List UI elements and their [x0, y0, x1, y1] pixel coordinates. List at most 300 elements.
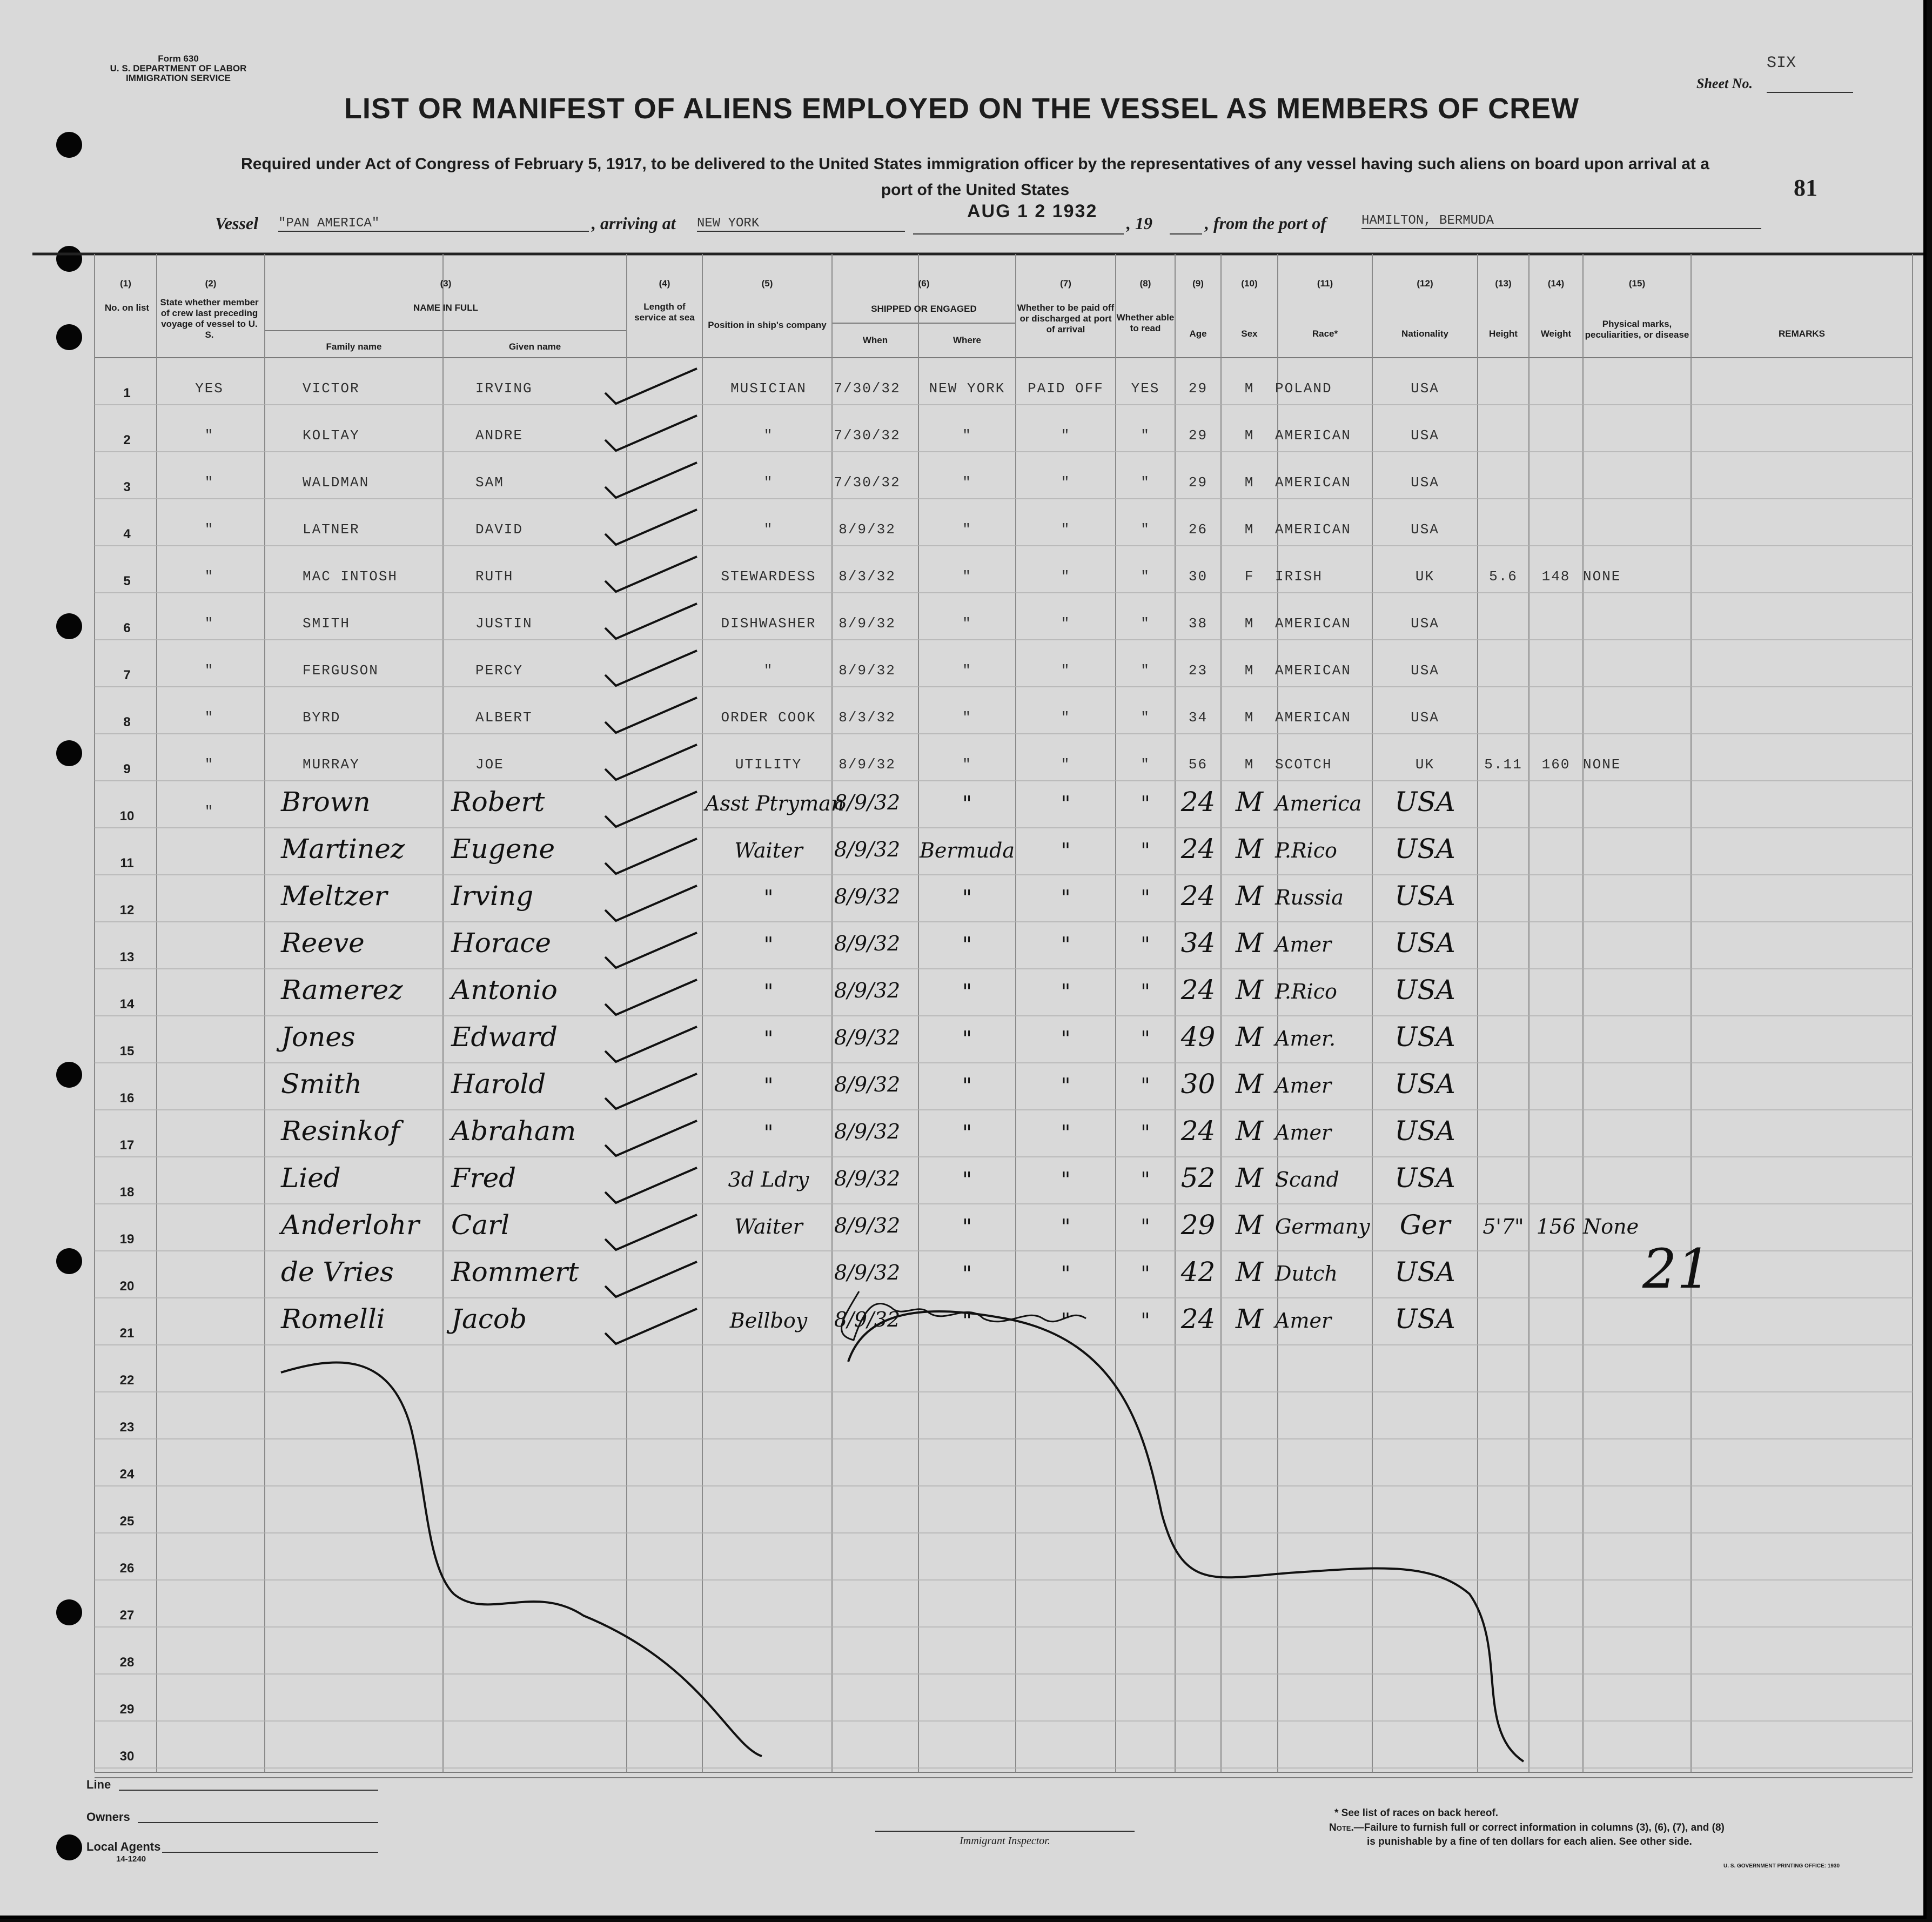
col-paid-off: Whether to be paid off or discharged at port of arrival	[1017, 303, 1115, 334]
given-name-cell: JOE	[475, 756, 504, 773]
race-cell: SCOTCH	[1275, 756, 1332, 773]
paid-off-cell: "	[1061, 756, 1071, 773]
race-cell: Amer	[1275, 933, 1332, 956]
nationality-cell: USA	[1411, 709, 1439, 726]
family-name-cell: Reeve	[281, 927, 365, 959]
paid-off-cell: "	[1061, 839, 1071, 862]
able-read-cell: "	[1141, 709, 1150, 726]
service-check-mark	[600, 363, 708, 412]
footer-owners-label: Owners	[86, 1810, 130, 1824]
race-cell: Amer	[1275, 1309, 1332, 1332]
col-when: When	[862, 335, 888, 345]
shipped-when-cell: 8/9/32	[834, 838, 901, 861]
footer-owners-underline	[138, 1822, 378, 1823]
printer-note: U. S. GOVERNMENT PRINTING OFFICE: 1930	[1723, 1863, 1840, 1869]
height-cell: 5'7"	[1482, 1215, 1524, 1238]
prev-voyage-cell: "	[204, 803, 214, 820]
shipped-where-cell: "	[962, 568, 972, 585]
given-name-cell: ANDRE	[475, 427, 524, 444]
col-position: Position in ship's company	[708, 320, 827, 330]
nationality-cell: UK	[1415, 756, 1435, 773]
row-number: 24	[119, 1467, 135, 1482]
shipped-where-cell: "	[962, 756, 972, 773]
sex-cell: M	[1244, 427, 1255, 444]
prev-voyage-cell: "	[204, 662, 214, 679]
age-cell: 34	[1188, 709, 1208, 726]
height-cell: 5.6	[1489, 568, 1518, 585]
shipped-when-cell: 8/9/32	[838, 662, 896, 679]
race-cell: Amer	[1275, 1074, 1332, 1097]
nationality-cell: USA	[1394, 974, 1455, 1006]
service-check-mark	[600, 1256, 708, 1305]
from-port-label: , from the port of	[1205, 213, 1326, 233]
family-name-cell: Resinkof	[281, 1115, 400, 1147]
column-number: (6)	[918, 278, 930, 289]
service-check-mark	[600, 974, 708, 1023]
given-name-cell: DAVID	[475, 521, 524, 538]
shipped-where-cell: "	[962, 886, 972, 909]
age-cell: 42	[1180, 1256, 1216, 1288]
row-number: 25	[119, 1514, 135, 1529]
able-read-cell: YES	[1131, 380, 1160, 397]
race-cell: Scand	[1275, 1168, 1339, 1191]
shipped-where-cell: "	[962, 792, 972, 815]
service-check-mark	[600, 833, 708, 882]
given-name-cell: Fred	[451, 1162, 516, 1194]
prev-voyage-cell: "	[204, 756, 214, 773]
shipped-where-cell: "	[962, 1215, 972, 1238]
race-cell: Russia	[1275, 886, 1344, 909]
sex-cell: F	[1244, 568, 1255, 585]
shipped-where-cell: "	[962, 1027, 972, 1050]
sex-cell: M	[1235, 786, 1264, 818]
row-number: 2	[123, 433, 131, 447]
position-cell: "	[763, 933, 774, 956]
col-family-name: Family name	[326, 341, 382, 352]
nationality-cell: UK	[1415, 568, 1435, 585]
shipped-when-cell: 8/9/32	[834, 885, 901, 908]
row-number: 19	[119, 1232, 135, 1247]
col-age: Age	[1189, 329, 1207, 339]
family-name-cell: LATNER	[303, 521, 360, 538]
row-number: 22	[119, 1373, 135, 1388]
family-name-cell: Martinez	[281, 833, 405, 865]
age-cell: 30	[1180, 1068, 1216, 1100]
given-name-cell: JUSTIN	[475, 615, 533, 632]
position-cell: Waiter	[734, 1215, 803, 1238]
given-name-cell: Antonio	[451, 974, 558, 1006]
page-number: 81	[1794, 175, 1817, 201]
col-nationality: Nationality	[1401, 329, 1448, 339]
shipped-where-cell: "	[962, 1262, 972, 1285]
row-number: 6	[123, 621, 131, 635]
col-shipped: SHIPPED OR ENGAGED	[871, 304, 977, 314]
service-check-mark	[600, 786, 708, 835]
sex-cell: M	[1244, 615, 1255, 632]
nationality-cell: USA	[1394, 1021, 1455, 1053]
prev-voyage-cell: "	[204, 709, 214, 726]
able-read-cell: "	[1141, 474, 1150, 491]
paid-off-cell: "	[1061, 1121, 1071, 1144]
row-number: 10	[119, 809, 135, 823]
given-name-cell: Irving	[451, 880, 534, 912]
given-name-cell: Rommert	[451, 1256, 579, 1288]
sex-cell: M	[1235, 1162, 1264, 1194]
age-cell: 34	[1180, 927, 1216, 959]
row-number: 12	[119, 903, 135, 918]
able-read-cell: "	[1141, 1262, 1150, 1285]
given-name-cell: Robert	[451, 786, 545, 818]
weight-cell: 148	[1541, 568, 1571, 585]
prev-voyage-cell: "	[204, 521, 214, 538]
total-count-note: 21	[1642, 1237, 1712, 1301]
shipped-when-cell: 8/3/32	[838, 568, 896, 585]
col-given-name: Given name	[508, 341, 561, 352]
given-name-cell: SAM	[475, 474, 504, 491]
physical-marks-cell: NONE	[1583, 568, 1621, 585]
age-cell: 24	[1180, 786, 1216, 818]
shipped-where-cell: Bermuda	[919, 839, 1015, 862]
row-number: 21	[119, 1326, 135, 1341]
age-cell: 24	[1180, 974, 1216, 1006]
shipped-when-cell: 8/9/32	[834, 1308, 901, 1331]
footer-line-underline	[119, 1790, 378, 1791]
position-cell: "	[763, 1027, 774, 1050]
age-cell: 24	[1180, 1115, 1216, 1147]
paid-off-cell: "	[1061, 1309, 1071, 1332]
sex-cell: M	[1235, 1209, 1264, 1241]
weight-cell: 156	[1536, 1215, 1576, 1238]
col-where: Where	[953, 335, 981, 345]
service-check-mark	[600, 1068, 708, 1117]
shipped-where-cell: "	[962, 709, 972, 726]
race-cell: AMERICAN	[1275, 427, 1351, 444]
given-name-cell: IRVING	[475, 380, 533, 397]
position-cell: Bellboy	[729, 1309, 808, 1332]
able-read-cell: "	[1141, 1121, 1150, 1144]
service-check-mark	[600, 457, 708, 506]
sheet-number: SIX	[1767, 54, 1796, 72]
able-read-cell: "	[1141, 839, 1150, 862]
position-cell: STEWARDESS	[721, 568, 816, 585]
service-check-mark	[600, 1303, 708, 1352]
service-check-mark	[600, 645, 708, 694]
col-physical: Physical marks, peculiarities, or disease	[1585, 319, 1689, 340]
service-check-mark	[600, 410, 708, 459]
shipped-when-cell: 8/9/32	[838, 521, 896, 538]
able-read-cell: "	[1141, 662, 1150, 679]
sex-cell: M	[1235, 927, 1264, 959]
col-sex: Sex	[1241, 329, 1258, 339]
paid-off-cell: "	[1061, 568, 1071, 585]
row-number: 13	[119, 950, 135, 965]
age-cell: 29	[1188, 427, 1208, 444]
position-cell: ORDER COOK	[721, 709, 816, 726]
able-read-cell: "	[1141, 521, 1150, 538]
row-number: 20	[119, 1279, 135, 1294]
paid-off-cell: "	[1061, 709, 1071, 726]
footer-agents-label: Local Agents	[86, 1840, 161, 1853]
sex-cell: M	[1235, 1021, 1264, 1053]
column-number: (5)	[761, 278, 773, 289]
able-read-cell: "	[1141, 886, 1150, 909]
shipped-where-cell: "	[962, 615, 972, 632]
col-height: Height	[1489, 329, 1518, 339]
cancellation-line	[281, 1362, 762, 1756]
nationality-cell: USA	[1411, 380, 1439, 397]
given-name-cell: Carl	[451, 1209, 509, 1241]
paid-off-cell: "	[1061, 980, 1071, 1003]
position-cell: "	[763, 474, 774, 491]
family-name-cell: Romelli	[281, 1303, 385, 1335]
paid-off-cell: "	[1061, 1215, 1071, 1238]
row-number: 7	[123, 668, 131, 682]
shipped-when-cell: 7/30/32	[834, 380, 901, 397]
date-stamp: AUG 1 2 1932	[967, 201, 1098, 222]
able-read-cell: "	[1141, 1027, 1150, 1050]
arriving-port: NEW YORK	[697, 216, 905, 232]
service-check-mark	[600, 1115, 708, 1164]
prev-voyage-cell: "	[204, 568, 214, 585]
nationality-cell: USA	[1394, 927, 1455, 959]
nationality-cell: USA	[1411, 662, 1439, 679]
family-name-cell: MAC INTOSH	[303, 568, 398, 585]
nationality-cell: USA	[1394, 1303, 1455, 1335]
column-number: (3)	[440, 278, 452, 289]
nationality-cell: USA	[1411, 427, 1439, 444]
paid-off-cell: "	[1061, 1262, 1071, 1285]
shipped-when-cell: 8/9/32	[838, 615, 896, 632]
sheet-label: Sheet No.	[1696, 76, 1753, 91]
note-text-1: —Failure to furnish full or correct information in columns (3), (6), (7), and (8)	[1353, 1822, 1725, 1833]
service-check-mark	[600, 739, 708, 788]
form-number: Form 630	[158, 53, 199, 64]
from-port: HAMILTON, BERMUDA	[1361, 213, 1761, 229]
col-length-service: Length of service at sea	[634, 302, 695, 323]
race-cell: AMERICAN	[1275, 615, 1351, 632]
position-cell: "	[763, 980, 774, 1003]
given-name-cell: Horace	[451, 927, 552, 959]
position-cell: 3d Ldry	[728, 1168, 809, 1191]
paid-off-cell: "	[1061, 427, 1071, 444]
race-cell: AMERICAN	[1275, 521, 1351, 538]
note-text-2: is punishable by a fine of ten dollars for each alien. See other side.	[1367, 1836, 1692, 1847]
race-cell: Germany	[1275, 1215, 1370, 1238]
sex-cell: M	[1235, 833, 1264, 865]
shipped-when-cell: 8/9/32	[834, 1214, 901, 1237]
age-cell: 38	[1188, 615, 1208, 632]
paid-off-cell: "	[1061, 792, 1071, 815]
inspector-underline	[875, 1831, 1135, 1832]
cancellation-line	[848, 1311, 1524, 1762]
col-state-crew: State whether member of crew last preceding voyage of vessel to U. S.	[160, 297, 259, 340]
sex-cell: M	[1244, 709, 1255, 726]
able-read-cell: "	[1141, 933, 1150, 956]
age-cell: 23	[1188, 662, 1208, 679]
paid-off-cell: PAID OFF	[1028, 380, 1104, 397]
given-name-cell: Harold	[451, 1068, 546, 1100]
column-number: (13)	[1495, 278, 1512, 289]
paid-off-cell: "	[1061, 886, 1071, 909]
family-name-cell: MURRAY	[303, 756, 360, 773]
shipped-when-cell: 8/9/32	[834, 1073, 901, 1096]
prev-voyage-cell: "	[204, 474, 214, 491]
shipped-when-cell: 8/9/32	[834, 1120, 901, 1143]
row-number: 17	[119, 1138, 135, 1153]
shipped-where-cell: "	[962, 662, 972, 679]
position-cell: "	[763, 521, 774, 538]
age-cell: 29	[1188, 380, 1208, 397]
weight-cell: 160	[1541, 756, 1571, 773]
service-check-mark	[600, 551, 708, 600]
shipped-when-cell: 8/9/32	[834, 1261, 901, 1284]
col-no-on-list: No. on list	[104, 303, 150, 313]
family-name-cell: Anderlohr	[281, 1209, 420, 1241]
given-name-cell: RUTH	[475, 568, 514, 585]
sex-cell: M	[1235, 1303, 1264, 1335]
column-number: (4)	[659, 278, 670, 289]
shipped-where-cell: "	[962, 1074, 972, 1097]
shipped-where-cell: "	[962, 1168, 972, 1191]
column-number: (7)	[1060, 278, 1071, 289]
family-name-cell: Ramerez	[281, 974, 403, 1006]
able-read-cell: "	[1141, 615, 1150, 632]
service-check-mark	[600, 927, 708, 976]
column-number: (9)	[1192, 278, 1204, 289]
shipped-where-cell: "	[962, 1309, 972, 1332]
nationality-cell: USA	[1394, 833, 1455, 865]
able-read-cell: "	[1141, 1074, 1150, 1097]
shipped-when-cell: 8/9/32	[834, 1026, 901, 1049]
position-cell: Waiter	[734, 839, 803, 862]
shipped-when-cell: 8/9/32	[834, 979, 901, 1002]
position-cell: MUSICIAN	[730, 380, 807, 397]
footer-line-label: Line	[86, 1778, 111, 1791]
row-number: 3	[123, 480, 131, 494]
row-number: 16	[119, 1091, 135, 1106]
race-cell: Amer.	[1275, 1027, 1336, 1050]
col-weight: Weight	[1540, 329, 1572, 339]
position-cell: "	[763, 662, 774, 679]
family-name-cell: Jones	[281, 1021, 355, 1053]
given-name-cell: ALBERT	[475, 709, 533, 726]
able-read-cell: "	[1141, 1309, 1150, 1332]
age-cell: 30	[1188, 568, 1208, 585]
sex-cell: M	[1235, 1256, 1264, 1288]
row-number: 29	[119, 1702, 135, 1717]
shipped-where-cell: "	[962, 474, 972, 491]
shipped-where-cell: NEW YORK	[929, 380, 1005, 397]
subtitle-line-1: Required under Act of Congress of February 5, 1917, to be delivered to the United States immigration officer by the representatives of any vessel having such aliens on board upon arrival at a	[241, 155, 1709, 173]
row-number: 18	[119, 1185, 135, 1200]
row-number: 26	[119, 1561, 135, 1576]
nationality-cell: USA	[1394, 1256, 1455, 1288]
shipped-when-cell: 7/30/32	[834, 474, 901, 491]
nationality-cell: USA	[1394, 1068, 1455, 1100]
paid-off-cell: "	[1061, 521, 1071, 538]
column-number: (10)	[1241, 278, 1258, 289]
position-cell: "	[763, 427, 774, 444]
position-cell: "	[763, 886, 774, 909]
vessel-name: "PAN AMERICA"	[278, 216, 589, 232]
row-number: 23	[119, 1420, 135, 1435]
shipped-where-cell: "	[962, 427, 972, 444]
service-check-mark	[600, 692, 708, 741]
row-number: 14	[119, 997, 135, 1012]
shipped-where-cell: "	[962, 933, 972, 956]
given-name-cell: PERCY	[475, 662, 524, 679]
column-number: (11)	[1317, 278, 1333, 289]
race-cell: P.Rico	[1275, 839, 1337, 862]
row-number: 15	[119, 1044, 135, 1059]
shipped-when-cell: 8/9/32	[838, 756, 896, 773]
sex-cell: M	[1244, 662, 1255, 679]
shipped-when-cell: 7/30/32	[834, 427, 901, 444]
position-cell: UTILITY	[735, 756, 802, 773]
row-number: 28	[119, 1655, 135, 1670]
paid-off-cell: "	[1061, 1074, 1071, 1097]
sex-cell: M	[1235, 974, 1264, 1006]
row-number: 27	[119, 1608, 135, 1623]
nationality-cell: USA	[1411, 474, 1439, 491]
paid-off-cell: "	[1061, 1027, 1071, 1050]
given-name-cell: Edward	[451, 1021, 558, 1053]
footer-agents-code: 14-1240	[116, 1854, 146, 1864]
nationality-cell: USA	[1411, 521, 1439, 538]
col-race: Race*	[1312, 329, 1338, 339]
service-check-mark	[600, 598, 708, 647]
column-number: (1)	[120, 278, 131, 289]
able-read-cell: "	[1141, 756, 1150, 773]
physical-marks-cell: NONE	[1583, 756, 1621, 773]
age-cell: 24	[1180, 880, 1216, 912]
able-read-cell: "	[1141, 1215, 1150, 1238]
shipped-where-cell: "	[962, 521, 972, 538]
shipped-where-cell: "	[962, 980, 972, 1003]
family-name-cell: de Vries	[281, 1256, 394, 1288]
race-cell: IRISH	[1275, 568, 1323, 585]
paid-off-cell: "	[1061, 615, 1071, 632]
row-number: 9	[123, 762, 131, 776]
row-number: 5	[123, 574, 131, 588]
note-label: Note.	[1329, 1822, 1354, 1833]
column-number: (15)	[1628, 278, 1646, 289]
col-remarks: REMARKS	[1779, 329, 1825, 339]
paid-off-cell: "	[1061, 474, 1071, 491]
sex-cell: M	[1244, 380, 1255, 397]
given-name-cell: Jacob	[451, 1303, 527, 1335]
nationality-cell: USA	[1411, 615, 1439, 632]
race-cell: AMERICAN	[1275, 474, 1351, 491]
given-name-cell: Eugene	[451, 833, 555, 865]
sex-cell: M	[1235, 1115, 1264, 1147]
column-number: (12)	[1417, 278, 1433, 289]
nationality-cell: USA	[1394, 880, 1455, 912]
race-cell: POLAND	[1275, 380, 1332, 397]
age-cell: 29	[1180, 1209, 1216, 1241]
age-cell: 49	[1180, 1021, 1216, 1053]
race-cell: Dutch	[1275, 1262, 1338, 1285]
note-races: * See list of races on back hereof.	[1334, 1807, 1499, 1819]
prev-voyage-cell: "	[204, 427, 214, 444]
row-number: 4	[123, 527, 131, 541]
height-cell: 5.11	[1484, 756, 1522, 773]
row-number: 30	[119, 1749, 135, 1764]
family-name-cell: FERGUSON	[303, 662, 379, 679]
inspector-label: Immigrant Inspector.	[960, 1835, 1050, 1847]
age-cell: 24	[1180, 1303, 1216, 1335]
prev-voyage-cell: "	[204, 615, 214, 632]
